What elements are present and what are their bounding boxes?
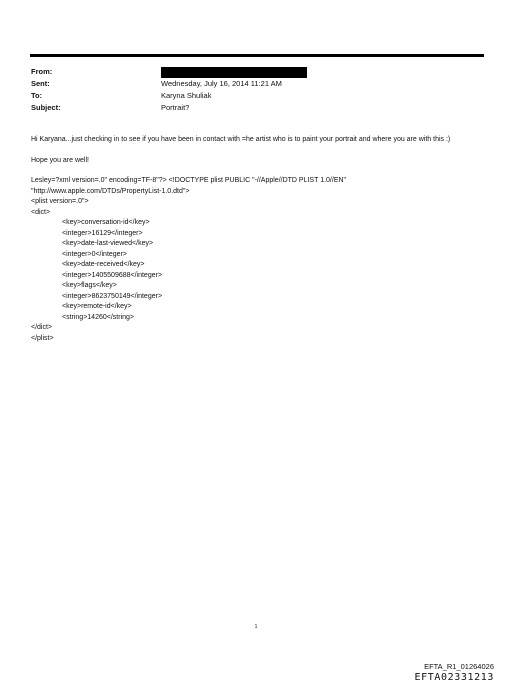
to-value: Karyna Shuliak (161, 91, 212, 100)
plist-line: </dict> (31, 324, 53, 331)
plist-line: Lesley=?xml version=.0" encoding=TF-8"?> <!DOCTYPE plist PUBLIC "-//Apple//DTD PLIST 1.0//EN" (31, 177, 347, 184)
plist-line: "http://www.apple.com/DTDs/PropertyList-1.0.dtd"> (31, 187, 190, 195)
plist-inner-line: <integer>0</integer> (62, 250, 127, 258)
plist-inner-line: <key>date-last-viewed</key> (62, 240, 154, 247)
email-body (31, 135, 481, 344)
to-label: To: (31, 91, 43, 100)
plist-inner-line: <integer>8623750149</integer> (62, 292, 163, 300)
plist-line: </plist> (31, 334, 54, 342)
plist-inner-line: <key>remote-id</key> (62, 303, 132, 310)
from-row (31, 66, 307, 78)
bates-number-secondary: EFTA02331213 (414, 672, 494, 683)
plist-line: <plist version=.0"> (31, 198, 89, 205)
plist-inner-line: <string>14260</string> (62, 313, 134, 321)
to-row (31, 90, 307, 102)
closing-paragraph: Hope you are well! (31, 156, 89, 164)
plist-inner-line: <integer>1405509688</integer> (62, 271, 163, 279)
email-header (31, 66, 307, 114)
subject-value: Portrait? (161, 103, 190, 112)
plist-inner-line: <key>date-received</key> (62, 261, 145, 268)
plist-inner-line: <integer>16129</integer> (62, 229, 143, 237)
header-rule (30, 54, 484, 57)
sent-row (31, 78, 307, 90)
bates-number-primary: EFTA_R1_01264026 (424, 662, 494, 671)
plist-inner-line: <key>flags</key> (62, 282, 117, 289)
greeting-paragraph: Hi Karyana...just checking in to see if you have been in contact with =he artist who is to paint your portrait and where you are with this :) (31, 136, 451, 143)
plist-line: <dict> (31, 208, 51, 216)
sent-value: Wednesday, July 16, 2014 11:21 AM (161, 79, 282, 88)
page-number: 1 (254, 624, 258, 630)
redaction-bar (161, 67, 307, 78)
subject-label: Subject: (31, 103, 61, 112)
from-label: From: (31, 67, 53, 76)
plist-block (31, 176, 481, 344)
plist-inner-line: <key>conversation-id</key> (62, 219, 150, 226)
subject-row (31, 102, 307, 114)
sent-label: Sent: (31, 79, 50, 88)
